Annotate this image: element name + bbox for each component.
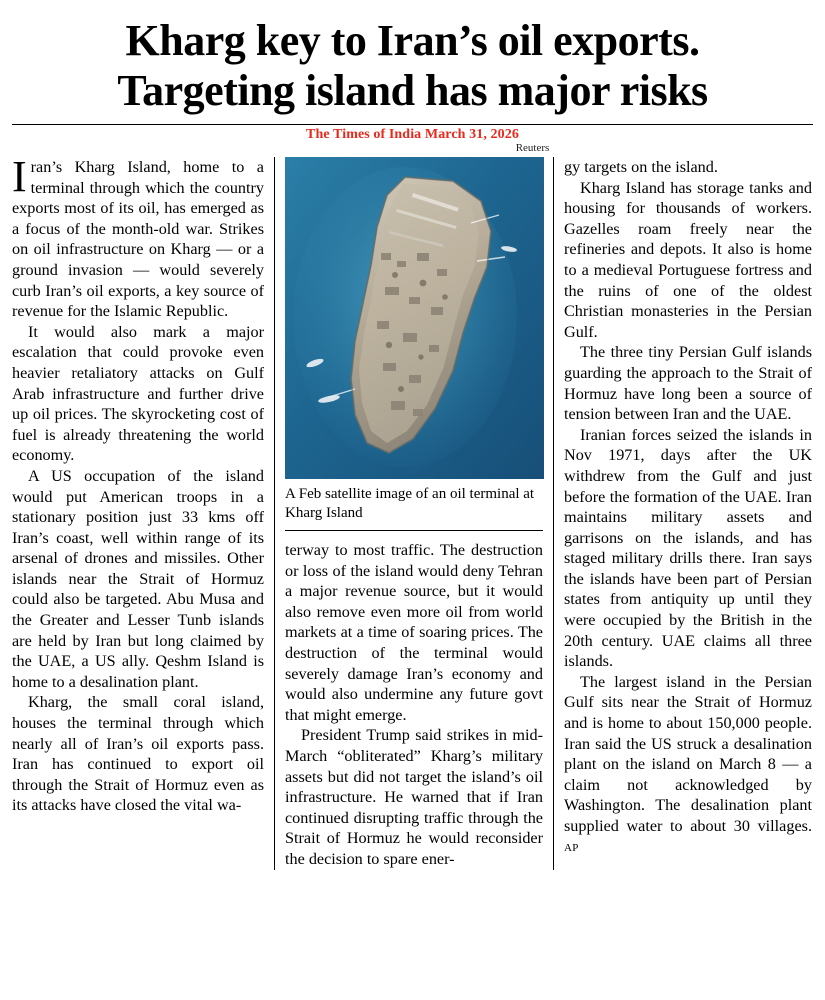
paragraph: President Trump said strikes in mid-March “obliterated” Kharg’s military assets but did not target the island’s oil infrastructure. He warned that if Iran continued disrupting traffic through the Strait of Hormuz he would reconsider the decision to spare ener- xyxy=(285,726,543,868)
page-title xyxy=(12,16,813,116)
paragraph-text: The largest island in the Persian Gulf sits near the Strait of Hormuz and is home to about 150,000 people. Iran said the US struck a desalination plant on the island on March 8 — a claim not acknowledged by Washington. The desalination plant supplied water to about 30 villages. xyxy=(564,672,812,835)
column-middle xyxy=(275,157,554,870)
paragraph: terway to most traffic. The destruction or loss of the island would deny Tehran a major revenue source, but it would also remove even more oil from world markets at a time of soaring prices. The destruction of the terminal would severely damage Iran’s economy and would also undermine any future govt that might emerge. xyxy=(285,541,543,724)
headline-line-1: Kharg key to Iran’s oil exports. xyxy=(125,16,700,65)
paragraph: Kharg Island has storage tanks and housing for thousands of workers. Gazelles roam freely near the refineries and depots. It also is home to a medieval Portuguese fortress and the ruins of one of the oldest Christian monasteries in the Persian Gulf. xyxy=(564,178,812,341)
agency-credit: Reuters xyxy=(515,142,550,154)
paragraph-with-credit xyxy=(564,672,812,858)
article-columns xyxy=(12,152,813,870)
paragraph: It would also mark a major escalation that could provoke even heavier retaliatory attacks on Gulf Arab infrastructure and further drive up oil prices. The skyrocketing cost of fuel is already threatening the world economy. xyxy=(12,322,264,465)
source-bar xyxy=(12,125,813,155)
satellite-image-kharg-island xyxy=(285,157,544,479)
column-left xyxy=(12,152,275,870)
column-right xyxy=(554,157,812,870)
paragraph: Iranian forces seized the islands in Nov 1971, days after the UK withdrew from the Gulf and just before the formation of the UAE. Iran maintains military assets and garrisons on the islands, and has staged military drills there. Iran says the islands have been part of Persian states from antiquity up until they were occupied by the British in the 20th century. UAE claims all three islands. xyxy=(564,425,812,671)
paragraph: The three tiny Persian Gulf islands guarding the approach to the Strait of Hormuz have long been a source of tension between Iran and the UAE. xyxy=(564,343,812,424)
wire-credit: AP xyxy=(564,841,579,854)
publication-line: The Times of India March 31, 2026 xyxy=(306,127,519,142)
paragraph: A US occupation of the island would put American troops in a stationary position just 33 kms off Iran’s coast, well within range of its arsenal of drones and missiles. Other islands near the Strait of Hormuz could also be targeted. Abu Musa and the Greater and Lesser Tunb islands are held by Iran but long claimed by the UAE, a US ally. Qeshm Island is home to a desalination plant. xyxy=(12,466,264,691)
paragraph: Iran’s Kharg Island, home to a terminal through which the country exports most of its oil, has emerged as a focus of the month-old war. Strikes on oil infrastructure on Kharg — or a ground invasion — would severely curb Iran’s oil exports, a key source of revenue for the Islamic Republic. xyxy=(12,152,264,321)
paragraph: gy targets on the island. xyxy=(564,158,718,176)
headline-line-2: Targeting island has major risks xyxy=(117,66,708,115)
photo-caption: A Feb satellite image of an oil terminal at Kharg Island xyxy=(285,485,543,531)
paragraph: Kharg, the small coral island, houses the terminal through which nearly all of Iran’s oil exports pass. Iran has continued to export oil through the Strait of Hormuz even as its attacks have closed the vital wa- xyxy=(12,693,264,815)
article-photo xyxy=(285,157,543,479)
